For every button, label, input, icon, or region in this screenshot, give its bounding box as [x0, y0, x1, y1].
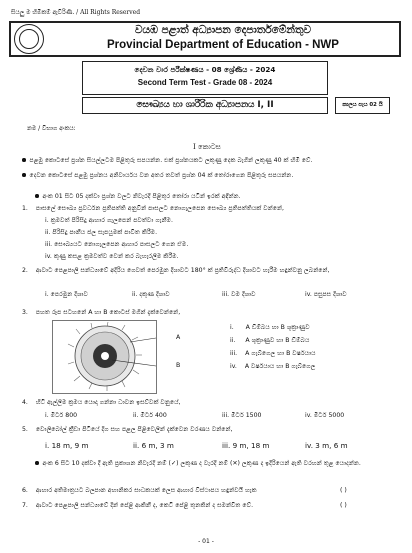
option[interactable]: iv. A වර්ෂයාය හා B ගැබ්ගෙල	[230, 363, 316, 370]
option[interactable]: iv. පසුපස දිශාව	[305, 291, 347, 298]
answer-bracket[interactable]: ( )	[340, 502, 347, 509]
time-allowed: කාලය පැය 02 යි	[335, 97, 390, 114]
question-6: 6. ආහාර අතිමාත්‍රයට බලපාන අහානිකර සාධකයක් ලෙස ආහාර විස්ථාපය හඳුන්වයි හැක	[22, 487, 257, 494]
option[interactable]: iv. කුණු කසළ ක්‍රමවත්ව වෙන් කර බැහැරලීම කිරීම.	[45, 253, 179, 260]
option[interactable]: iii. සෞඛ්‍යයට නොගැලපෙන ආහාර පාසලට ගෙන ඒම.	[45, 241, 189, 248]
question-number: 1.	[22, 205, 28, 212]
question-text: පහත රූප සටහනේ A හා B කොටස් මගින් දැක්වෙන්නේ,	[35, 309, 181, 316]
rights-text: සියලු ම හිමිකම් ඇවිරිණි. / All Rights Reserved	[11, 9, 141, 16]
option[interactable]: ii. පිරිසිදු පානීය ජල සැපයුමක් පාවිත කිරීම.	[45, 229, 158, 236]
option[interactable]: ii. 6 m, 3 m	[133, 441, 174, 450]
option[interactable]: ii. A ශුක්‍රාණුව හා B ඩිම්බය	[230, 337, 310, 344]
question-text: හිටී ඇල්ලීම ක්‍රමය යොදා ගන්නා ධාවන ඉසව්වක් වනුයේ,	[35, 399, 181, 406]
option[interactable]: i. 18 m, 9 m	[45, 441, 89, 450]
option[interactable]: ii. මීටර් 400	[133, 412, 167, 419]
question-text: ආහාර අතිමාත්‍රයට බලපාන අහානිකර සාධකයක් ලෙස ආහාර විස්ථාපය හඳුන්වයි හැක	[35, 487, 257, 494]
question-text: පාසලේ සෞඛ්‍ය ප්‍රවර්ධන ප්‍රතිපත්ති අනුවින් පාසලට නොගැලපෙන සෞඛ්‍ය ප්‍රතිපත්තියක් වන්නේ,	[35, 205, 284, 212]
answer-bracket[interactable]: ( )	[340, 487, 347, 494]
diagram-label-b: B	[176, 362, 181, 369]
question-7: 7. ආවාට පෙළපාලි සන්ධ්‍යාවේ දින් පේළි ආකිනී ද, කෙටි පේළි තුනකින් ද සමන්විත වේ.	[22, 502, 254, 509]
page-number: - 01 -	[198, 538, 214, 545]
option[interactable]: iii. 9 m, 18 m	[222, 441, 270, 450]
question-text: ආවාට පෙළපාලි සන්ධ්‍යාවේ අදිරිය ගෙවත් පෙරමුන දිශාවට 180° ක් ප්‍රතිවිරුද්ධ දිශාවට හැරීම හඳුන්වනු ලබන්නේ,	[35, 267, 330, 274]
test-title-sinhala: දෙවන වාර පරීක්ෂණය - 08 ශ්‍රේණිය - 2024	[134, 65, 276, 74]
question-2: 2. ආවාට පෙළපාලි සන්ධ්‍යාවේ අදිරිය ගෙවත් පෙරමුන දිශාවට 180° ක් ප්‍රතිවිරුද්ධ දිශාවට හැරීම හඳුන්වනු ලබන්නේ,	[22, 267, 330, 274]
instruction-bullet: දෙවන කොටසේ පළමු ප්‍රශ්නය අනිවාර්යය වන අතර තවත් ප්‍රශ්න 04 ක් තෝරාගෙන පිළිතුරු සපයන්න.	[22, 172, 402, 180]
subject-title: සෞඛ්‍යය හා ශාරීරික අධ්‍යාපනය I, II	[82, 97, 328, 114]
name-index-line: නම / විභාග අංකය:	[27, 125, 76, 132]
department-name-english: Provincial Department of Education - NWP	[107, 39, 339, 51]
section-instruction: අංක 01 සිට 05 දක්වා ප්‍රශ්න වලට නිවැරදි පිළිතුර තෝරා යටින් ඉරක් අඳින්න.	[35, 193, 395, 201]
option[interactable]: iv. මීටර් 5000	[305, 412, 345, 419]
question-text: වොලිබෝල් ක්‍රීඩා පිටියේ දිග සහ පළල පිළිවෙලින් දැක්වෙන වරණය වන්නේ,	[35, 426, 233, 433]
department-logo	[14, 24, 44, 54]
option[interactable]: iii. මීටර් 1500	[222, 412, 262, 419]
test-title-english: Second Term Test - Grade 08 - 2024	[137, 78, 273, 87]
question-4: 4. හිටී ඇල්ලීම ක්‍රමය යොදා ගන්නා ධාවන ඉසව්වක් වනුයේ,	[22, 399, 181, 406]
egg-sperm-diagram	[52, 320, 172, 394]
option[interactable]: iii. වම දිශාව	[222, 291, 256, 298]
part-title: I කොටස	[193, 143, 221, 151]
question-text: ආවාට පෙළපාලි සන්ධ්‍යාවේ දින් පේළි ආකිනී ද, කෙටි පේළි තුනකින් ද සමන්විත වේ.	[35, 502, 254, 509]
question-3: 3. පහත රූප සටහනේ A හා B කොටස් මගින් දැක්වෙන්නේ,	[22, 309, 181, 316]
option[interactable]: i. A ඩිම්බය හා B ශුක්‍රාණුව	[230, 324, 310, 331]
department-name-sinhala: වයඹ පළාත් අධ්‍යාපන දෙපාර්තමේන්තුව	[134, 24, 312, 36]
option[interactable]: iii. A ගැබ්ගෙල හා B වර්ෂයාය	[230, 350, 316, 357]
option[interactable]: i. පෙරමුන දිශාව	[45, 291, 88, 298]
option[interactable]: i. ක්‍රමවත් පිරිසිදු ආහාර ගැලපෙන් පවත්වා ගැනීම.	[45, 217, 173, 224]
question-5: 5. වොලිබෝල් ක්‍රීඩා පිටියේ දිග සහ පළල පිළිවෙලින් දැක්වෙන වරණය වන්නේ,	[22, 426, 233, 433]
instruction-bullet: පළමු කොටසේ ප්‍රශ්න සියල්ලටම පිළිතුරු සපයන්න. එක් ප්‍රශ්නයකට ලකුණු දෙක බැගින් ලකුණු 40 ක් හිමි වේ.	[22, 157, 402, 165]
question-1	[22, 205, 392, 213]
option[interactable]: iv. 3 m, 6 m	[305, 441, 348, 450]
option[interactable]: ii. දකුණ දිශාව	[132, 291, 170, 298]
section-instruction-2: අංක 6 සිට 10 දක්වා දී ඇති ප්‍රකාශන නිවැරදි නම් (✓) ලකුණ ද වැරදි නම් (✕) ලකුණ ද ඉදිරියෙන් ඇති වරහන් තුළ යොදන්න.	[35, 460, 395, 468]
diagram-label-a: A	[176, 334, 181, 341]
option[interactable]: i. මීටර් 800	[45, 412, 78, 419]
